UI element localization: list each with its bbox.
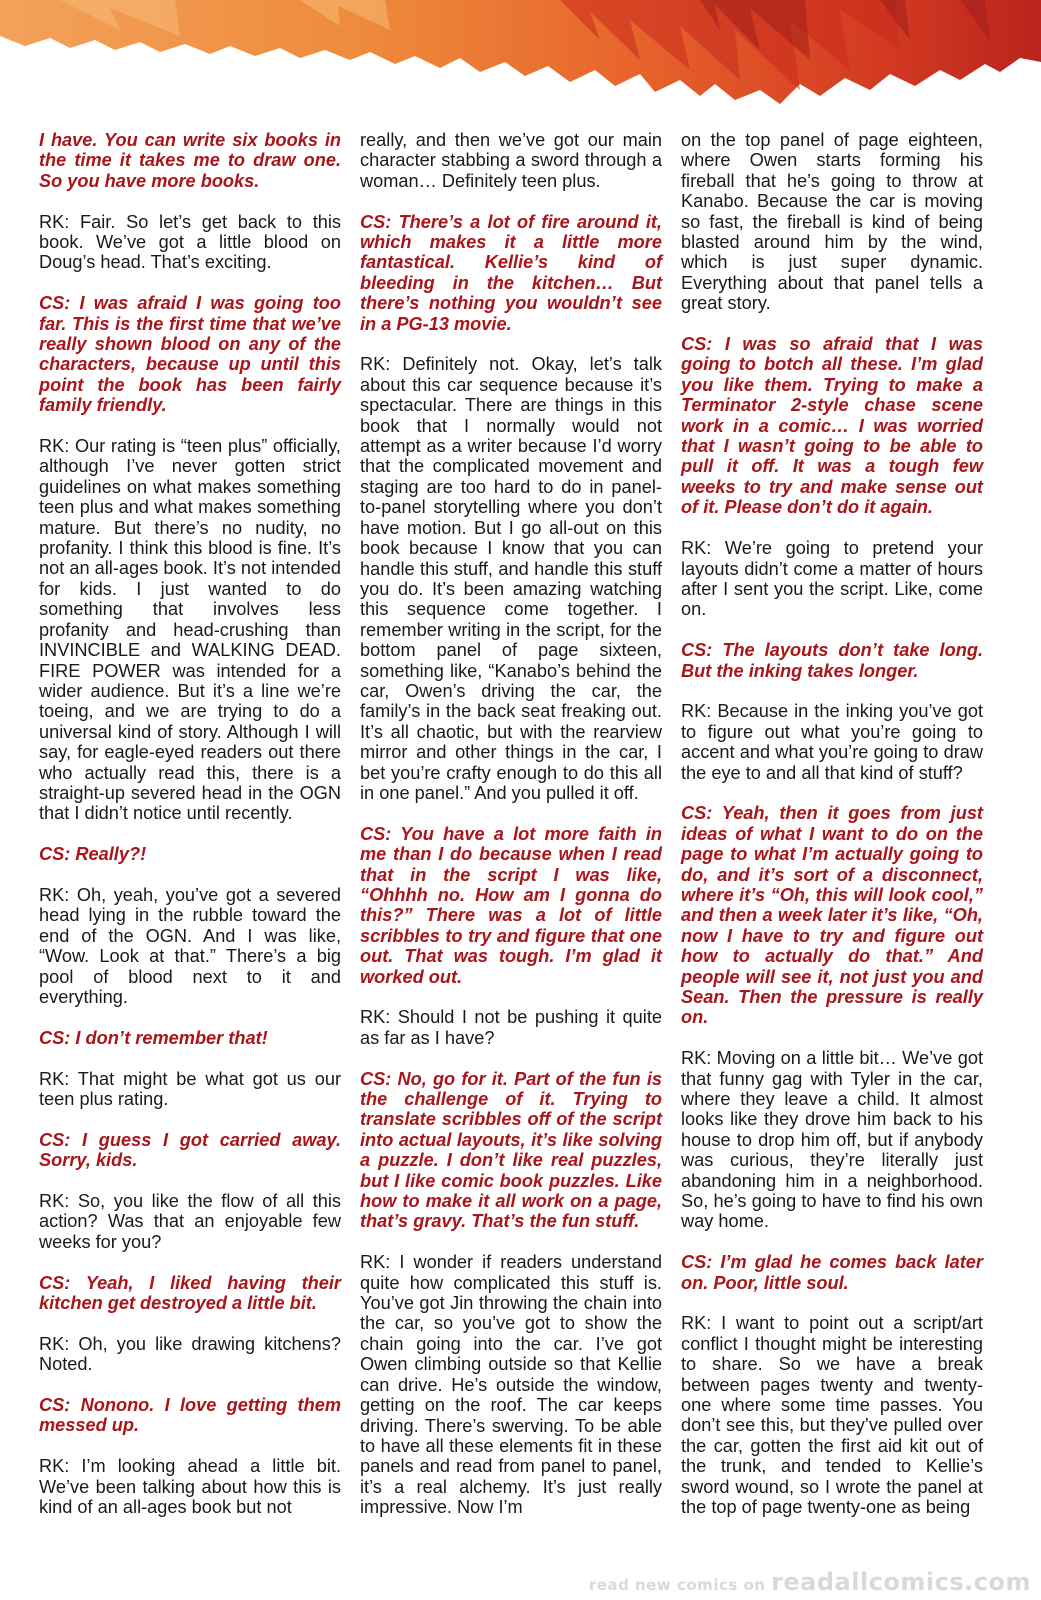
header-banner bbox=[0, 0, 1041, 112]
rk-question-paragraph: RK: Oh, yeah, you’ve got a severed head lying in the rubble toward the end of the OGN. And I was like, “Wow. Look at that.” There’s a big pool of blood next to it and everything. bbox=[39, 884, 341, 1007]
rk-question-paragraph: RK: I’m looking ahead a little bit. We’ve been talking about how this is kind of an all-ages book but not bbox=[39, 1456, 341, 1518]
cs-answer-paragraph: CS: The layouts don’t take long. But the inking takes longer. bbox=[681, 640, 983, 681]
rk-question-paragraph: RK: Fair. So let’s get back to this book. We’ve got a little blood on Doug’s head. That’s exciting. bbox=[39, 211, 341, 273]
column-3 bbox=[681, 130, 983, 1538]
watermark bbox=[589, 1568, 1031, 1596]
watermark-site: readallcomics.com bbox=[771, 1568, 1031, 1596]
column-1 bbox=[39, 130, 341, 1538]
rk-question-paragraph: RK: Because in the inking you’ve got to figure out what you’re going to accent and what you’re going to draw the eye to and all that kind of stuff? bbox=[681, 701, 983, 783]
rk-question-paragraph: RK: I wonder if readers understand quite how complicated this stuff is. You’ve got Jin throwing the chain into the car, so you’ve got to show the chain going into the car. I’ve got Owen climbing outside so that Kellie can drive. He’s outside the window, getting on the roof. The car keeps driving. There’s swerving. To be able to have all these elements fit in these panels and read from panel to panel, it’s a real alchemy. It’s just really impressive. Now I’m bbox=[360, 1252, 662, 1518]
cs-answer-paragraph: CS: I was so afraid that I was going to botch all these. I’m glad you like them. Trying to make a Terminator 2-style chase scene work in a comic… I was worried that I wasn’t going to be able to pull it off. It was a tough few weeks to try and make sense out of it. Please don’t do it again. bbox=[681, 334, 983, 518]
cs-answer-paragraph: CS: Really?! bbox=[39, 844, 147, 865]
cs-answer-paragraph: CS: You have a lot more faith in me than I do because when I read that in the script I was like, “Ohhhh no. How am I gonna do this?” There was a lot of little scribbles to try and figure that one out. That was tough. I’m glad it worked out. bbox=[360, 823, 662, 987]
column-2 bbox=[360, 130, 662, 1538]
rk-question-paragraph: on the top panel of page eighteen, where Owen starts forming his fireball that he’s going to throw at Kanabo. Because the car is moving so fast, the fireball is kind of being blasted around him by the wind, which is just super dynamic. Everything about that panel tells a great story. bbox=[681, 130, 983, 314]
rk-question-paragraph: RK: Should I not be pushing it quite as far as I have? bbox=[360, 1007, 662, 1048]
cs-answer-paragraph: CS: There’s a lot of fire around it, which makes it a little more fantastical. Kellie’s kind of bleeding in the kitchen… But there’s nothing you wouldn’t see in a PG-13 movie. bbox=[360, 211, 662, 334]
cs-answer-paragraph: CS: Yeah, then it goes from just ideas of what I want to do on the page to what I’m actually going to do, and it’s sort of a disconnect, where it’s “Oh, this will look cool,” and then a week later it’s like, “Oh, now I have to try and figure out how to actually do that.” And people will see it, not just you and Sean. Then the pressure is really on. bbox=[681, 803, 983, 1028]
rk-question-paragraph: RK: I want to point out a script/art conflict I thought might be interesting to share. So we have a break between pages twenty and twenty-one where some time passes. You don’t see this, but they’ve pulled over the car, gotten the first aid kit out of the trunk, and tended to Kellie’s sword wound, so I wrote the panel at the top of page twenty-one as being bbox=[681, 1313, 983, 1518]
cs-answer-paragraph: CS: Nonono. I love getting them messed up. bbox=[39, 1395, 341, 1436]
cs-answer-paragraph: CS: I don’t remember that! bbox=[39, 1027, 268, 1048]
cs-answer-paragraph: CS: I’m glad he comes back later on. Poor, little soul. bbox=[681, 1252, 983, 1293]
rk-question-paragraph: RK: Definitely not. Okay, let’s talk about this car sequence because it’s spectacular. There are things in this book that I normally would not attempt as a writer because I’d worry that the complicated movement and staging are too hard to do in panel-to-panel storytelling where you don’t have motion. But I go all-out on this book because I know that you can handle this stuff, and handle this stuff you do. It’s been amazing watching this sequence come together. I remember writing in the script, for the bottom panel of page sixteen, something like, “Kanabo’s behind the car, Owen’s driving the car, the family’s in the back seat freaking out. It’s all chaotic, but with the rearview mirror and other things in the car, I bet you’re crafty enough to do this all in one panel.” And you pulled it off. bbox=[360, 354, 662, 803]
cs-answer-paragraph: CS: I guess I got carried away. Sorry, kids. bbox=[39, 1129, 341, 1171]
rk-question-paragraph: RK: Our rating is “teen plus” officially, although I’ve never gotten strict guidelines on what makes something teen plus and what makes something mature. But there’s no nudity, no profanity. I think this blood is fine. It’s not an all-ages book. It’s not intended for kids. I just wanted to do something that involves less profanity and head-crushing than INVINCIBLE and WALKING DEAD. FIRE POWER was intended for a wider audience. But it’s a line we’re toeing, and we are trying to do a universal kind of story. Although I will say, for eagle-eyed readers out there who actually read this, there is a straight-up severed head in the OGN that I didn’t notice until recently. bbox=[39, 436, 341, 824]
rk-question-paragraph: RK: That might be what got us our teen plus rating. bbox=[39, 1068, 341, 1109]
watermark-prefix: read new comics on bbox=[588, 1576, 766, 1594]
cs-answer-paragraph: I have. You can write six books in the time it takes me to draw one. So you have more books. bbox=[39, 130, 341, 191]
rk-question-paragraph: RK: Moving on a little bit… We’ve got that funny gag with Tyler in the car, where they leave a child. It almost looks like they drove him back to his house to drop him off, but if anybody was curious, they’re literally just abandoning him in a neighborhood. So, he’s going to have to find his own way home. bbox=[681, 1048, 983, 1232]
rk-question-paragraph: RK: Oh, you like drawing kitchens? Noted. bbox=[39, 1333, 341, 1375]
interview-columns bbox=[39, 130, 983, 1538]
cs-answer-paragraph: CS: I was afraid I was going too far. This is the first time that we’ve really shown blood on any of the characters, because up until this point the book has been fairly family friendly. bbox=[39, 293, 341, 416]
cs-answer-paragraph: CS: Yeah, I liked having their kitchen get destroyed a little bit. bbox=[39, 1272, 341, 1313]
rk-question-paragraph: RK: So, you like the flow of all this action? Was that an enjoyable few weeks for you? bbox=[39, 1190, 341, 1252]
rk-question-paragraph: RK: We’re going to pretend your layouts didn’t come a matter of hours after I sent you the script. Like, come on. bbox=[681, 538, 983, 620]
cs-answer-paragraph: CS: No, go for it. Part of the fun is the challenge of it. Trying to translate scribbles off of the script into actual layouts, it’s like solving a puzzle. I don’t like real puzzles, but I like comic book puzzles. Like how to make it all work on a page, that’s gravy. That’s the fun stuff. bbox=[360, 1068, 662, 1232]
rk-question-paragraph: really, and then we’ve got our main character stabbing a sword through a woman… Definitely teen plus. bbox=[360, 130, 662, 191]
